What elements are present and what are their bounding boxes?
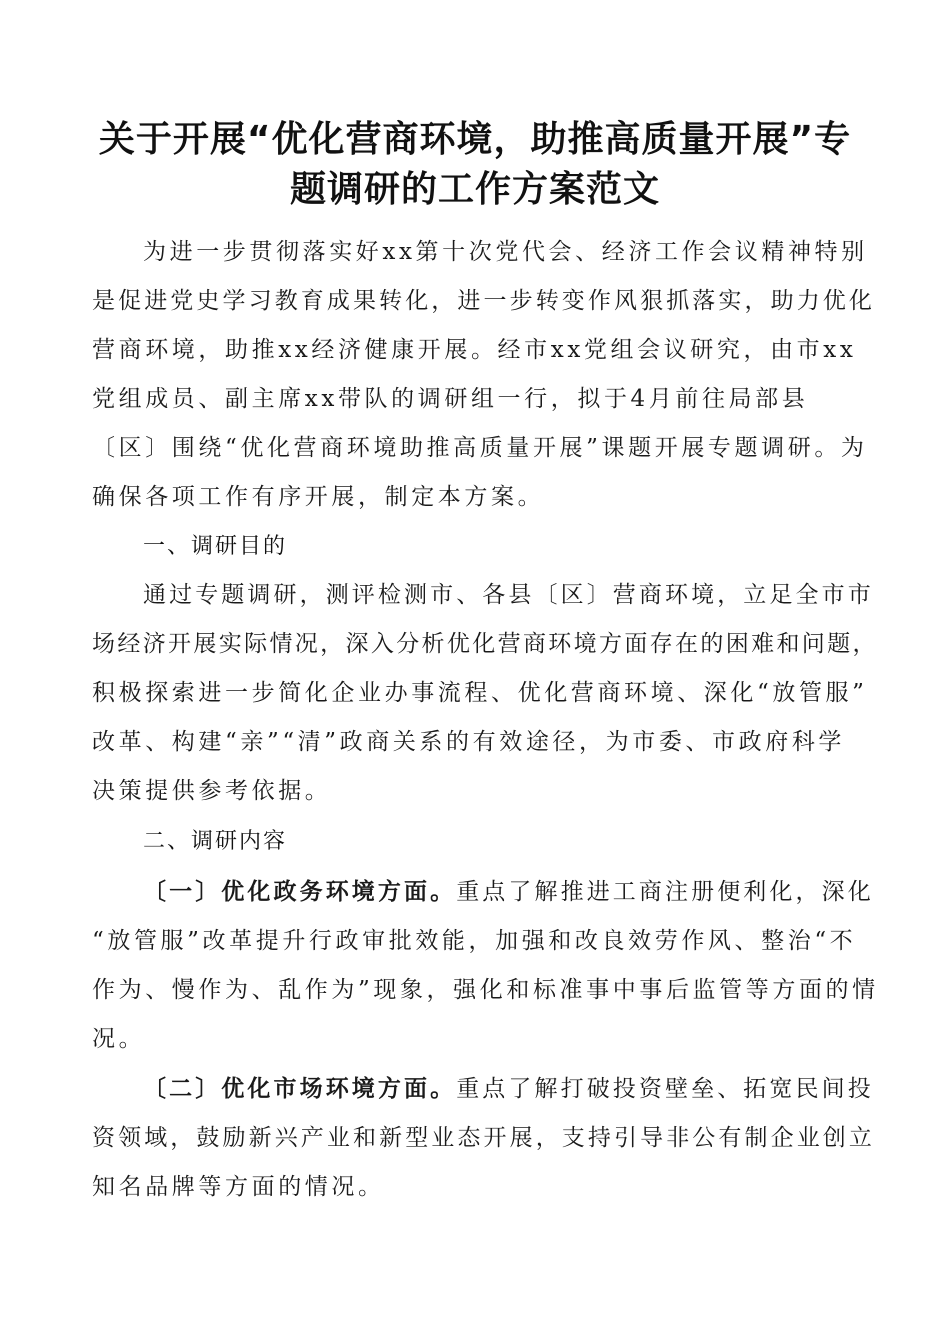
content-item-2-line [143, 1073, 874, 1105]
document-title-line-1: 关于开展“优化营商环境，助推高质量开展”专 [98, 119, 852, 160]
content-item-2-line: 资领域，鼓励新兴产业和新型业态开展，支持引导非公有制企业创立 [92, 1125, 875, 1151]
content-item-2-line: 知名品牌等方面的情况。 [92, 1174, 385, 1200]
section-heading-content: 二、调研内容 [143, 829, 288, 854]
purpose-paragraph-line: 改革、构建“亲”“清”政商关系的有效途径，为市委、市政府科学 [92, 729, 846, 755]
intro-paragraph-line: 确保各项工作有序开展，制定本方案。 [92, 484, 545, 510]
purpose-paragraph-line: 通过专题调研，测评检测市、各县〔区〕营商环境，立足全市市 [143, 582, 874, 608]
content-item-1-line: “放管服”改革提升行政审批效能，加强和改良效劳作风、整治“不 [92, 928, 857, 954]
content-item-2-lead: 〔二〕优化市场环境方面。 [143, 1076, 457, 1102]
content-item-1-line [143, 876, 874, 908]
purpose-paragraph-line: 决策提供参考依据。 [92, 778, 332, 804]
content-item-1-lead: 〔一〕优化政务环境方面。 [143, 879, 457, 905]
intro-paragraph-line: 〔区〕围绕“优化营商环境助推高质量开展”课题开展专题调研。为 [92, 435, 868, 461]
purpose-paragraph-line: 积极探索进一步简化企业办事流程、优化营商环境、深化“放管服” [92, 680, 868, 706]
content-item-2-text: 重点了解打破投资壁垒、拓宽民间投 [456, 1076, 874, 1102]
content-item-1-line: 况。 [92, 1026, 146, 1052]
section-heading-purpose: 一、调研目的 [143, 534, 288, 559]
intro-paragraph-line: 营商环境，助推xx经济健康开展。经市xx党组会议研究，由市xx [92, 337, 857, 363]
purpose-paragraph-line: 场经济开展实际情况，深入分析优化营商环境方面存在的困难和问题， [92, 631, 878, 657]
content-item-1-text: 重点了解推进工商注册便利化，深化 [456, 879, 874, 905]
document-title-line-2: 题调研的工作方案范文 [289, 169, 660, 210]
content-item-1-line: 作为、慢作为、乱作为”现象，强化和标准事中事后监管等方面的情 [92, 977, 879, 1003]
intro-paragraph-line: 是促进党史学习教育成果转化，进一步转变作风狠抓落实，助力优化 [92, 288, 875, 314]
intro-paragraph-line: 党组成员、副主席xx带队的调研组一行，拟于4月前往局部县 [92, 386, 809, 412]
intro-paragraph-line: 为进一步贯彻落实好xx第十次党代会、经济工作会议精神特别 [143, 239, 868, 265]
